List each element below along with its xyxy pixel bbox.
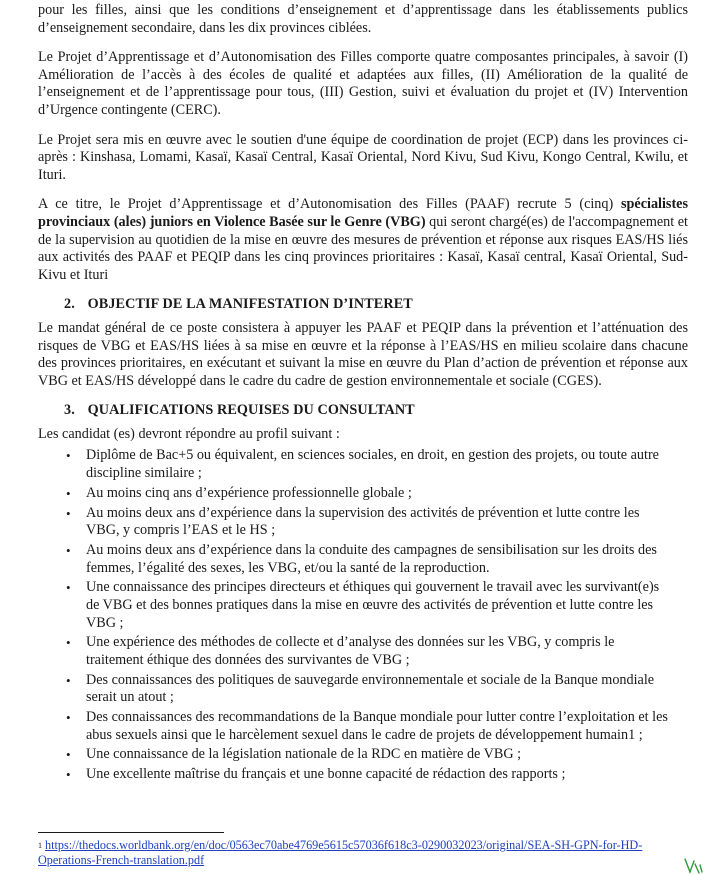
list-item (66, 766, 688, 784)
list-item (66, 579, 688, 632)
list-item-text: Une expérience des méthodes de collecte et d’analyse des données sur les VBG, y compris le traitement éthique des données des survivantes de VBG ; (86, 634, 615, 668)
section-3-heading (64, 402, 688, 420)
section-3-lead: Les candidat (es) devront répondre au profil suivant : (38, 425, 340, 442)
bullet-icon: • (66, 543, 71, 558)
bullet-icon: • (66, 448, 71, 464)
footnote-divider (38, 832, 224, 833)
list-item-text: Au moins deux ans d’expérience dans la conduite des campagnes de sensibilisation sur les droits des femmes, l’égalité des sexes, les VBG, et/ou la santé de la reproduction. (86, 542, 657, 576)
recruitment-position-title: spécialistes provinciaux (ales) juniors en Violence Basée sur le Genre (VBG) (38, 196, 688, 230)
document-page (38, 0, 688, 786)
bullet-icon: • (66, 580, 71, 596)
bullet-icon: • (66, 767, 71, 783)
list-item (66, 746, 688, 764)
intro-paragraph-components: Le Projet d’Apprentissage et d’Autonomisation des Filles comporte quatre composantes principales, à savoir (I) Amélioration de l’accès à des écoles de qualité et adaptées aux filles, (II) Amélioration de la qualité de l’enseignement et de l’apprentissage pour tous, (III) Gestion, suivi et évaluation du projet et (IV) Intervention d’Urgence contingente (CERC). (38, 49, 688, 118)
section-2-number: 2. (64, 296, 75, 313)
list-item (66, 447, 688, 482)
list-item (66, 542, 688, 577)
section-2-title: OBJECTIF DE LA MANIFESTATION D’INTERET (87, 296, 413, 313)
recruitment-text-post: qui seront chargé(es) de l'accompagnement et de la supervision au quotidien de la mise en œuvre des mesures de prévention et réponse aux risques EAS/HS liés aux activités des PAAF et PEQIP dans les cinq provinces prioritaires : Kasaï, Kasaï central, Kasaï Oriental, Sud-Kivu et Ituri (38, 213, 688, 283)
intro-paragraph-provinces: Le Projet sera mis en œuvre avec le soutien d'une équipe de coordination de projet (ECP) dans les provinces ci-après : Kinshasa, Lomami, Kasaï, Kasaï Central, Kasaï Oriental, Nord Kivu, Sud Kivu, Kongo Central, Kwilu, et Ituri. (38, 131, 688, 183)
bullet-icon: • (66, 710, 71, 726)
list-item (66, 634, 688, 669)
section-2-heading (64, 296, 688, 314)
bullet-icon: • (66, 505, 71, 521)
list-item (66, 505, 688, 540)
signature-mark-icon (682, 855, 704, 875)
list-item (66, 485, 688, 503)
section-2-body: Le mandat général de ce poste consistera à appuyer les PAAF et PEQIP dans la prévention et l’atténuation des risques de VBG et EAS/HS liées à sa mise en œuvre et la réponse à l’EAS/HS en milieu scolaire dans chacune des provinces prioritaires, en exécutant et suivant la mise en œuvre du Plan d’action de prévention et réponse aux VBG et EAS/HS développé dans le cadre du cadre de gestion environnementale et sociale (CGES). (38, 319, 688, 389)
section-3-title: QUALIFICATIONS REQUISES DU CONSULTANT (87, 402, 415, 419)
list-item-text: Au moins cinq ans d’expérience professionnelle globale ; (86, 484, 412, 501)
bullet-icon: • (66, 747, 71, 763)
list-item (66, 709, 688, 744)
list-item-text: Diplôme de Bac+5 ou équivalent, en sciences sociales, en droit, en gestion des projets, ou toute autre discipline similaire ; (86, 447, 659, 482)
list-item-text: Une connaissance des principes directeurs et éthiques qui gouvernent le travail avec les survivant(e)s de VBG et des bonnes pratiques dans la mise en œuvre des activités de prévention et lutte contre les VBG ; (86, 579, 660, 631)
list-item-text: Des connaissances des recommandations de la Banque mondiale pour lutter contre l’exploitation et les abus sexuels ainsi que le harcèlement sexuel dans le cadre de projets de développement humain1 ; (86, 709, 668, 743)
qualifications-list (38, 447, 688, 783)
list-item-text: Au moins deux ans d’expérience dans la supervision des activités de prévention et lutte contre les VBG, y compris l’EAS et le HS ; (86, 504, 640, 539)
list-item-text: Des connaissances des politiques de sauvegarde environnementale et sociale de la Banque mondiale serait un atout ; (86, 671, 655, 706)
list-item (66, 672, 688, 707)
footnote-link[interactable]: https://thedocs.worldbank.org/en/doc/0563ec70abe4769e5615c57036f618c3-0290032023/original/SEA-SH-GPN-for-HD-Operations-French-translation.pdf (38, 838, 643, 867)
footnote-marker: 1 (38, 841, 42, 850)
intro-paragraph-1: pour les filles, ainsi que les conditions d’enseignement et d’apprentissage dans les établissements publics d’enseignement secondaire, dans les dix provinces ciblées. (38, 2, 688, 36)
bullet-icon: • (66, 635, 71, 651)
footnote (38, 838, 678, 868)
list-item-text: Une connaissance de la législation nationale de la RDC en matière de VBG ; (86, 746, 522, 763)
intro-paragraph-recruitment (38, 196, 688, 284)
bullet-icon: • (66, 485, 71, 501)
list-item-text: Une excellente maîtrise du français et une bonne capacité de rédaction des rapports ; (86, 766, 566, 783)
recruitment-text-pre: A ce titre, le Projet d’Apprentissage et d’Autonomisation des Filles (PAAF) recrute 5 (cinq) (38, 196, 621, 213)
section-3-number: 3. (64, 402, 75, 419)
bullet-icon: • (66, 672, 71, 688)
